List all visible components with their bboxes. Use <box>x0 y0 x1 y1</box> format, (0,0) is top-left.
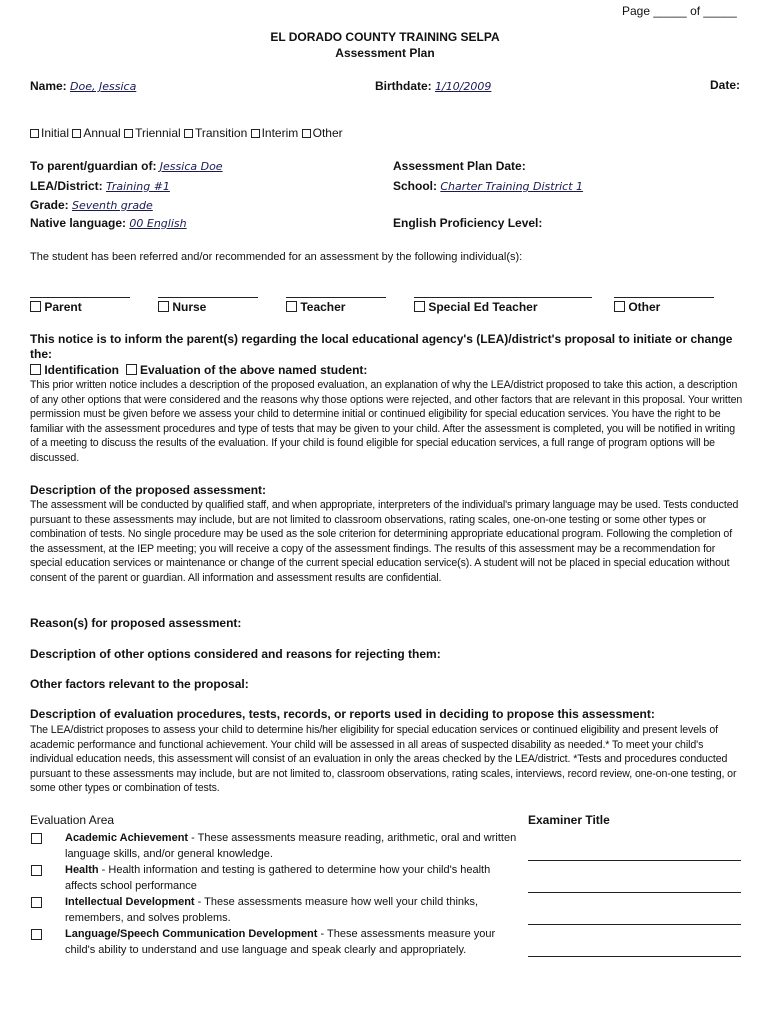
procedures-heading: Description of evaluation procedures, tests, records, or reports used in deciding to propose this assessment: <box>30 707 655 721</box>
checkbox-icon <box>158 301 169 312</box>
checkbox-icon <box>251 129 260 138</box>
examiner-line-intellectual[interactable] <box>528 924 741 925</box>
checkbox-evaluation[interactable]: Evaluation of the above named student: <box>122 363 367 377</box>
grade-label: Grade: <box>30 198 69 212</box>
checkbox-icon <box>30 129 39 138</box>
lea-field[interactable]: Training #1 <box>106 180 170 193</box>
examiner-line-language[interactable] <box>528 956 741 957</box>
language-field[interactable]: 00 English <box>129 217 187 230</box>
name-row <box>30 79 136 93</box>
referrer-line[interactable] <box>30 297 130 298</box>
org-title: EL DORADO COUNTY TRAINING SELPA <box>270 30 500 44</box>
checkbox-icon <box>124 129 133 138</box>
examiner-line-health[interactable] <box>528 892 741 893</box>
checkbox-identification[interactable]: Identification <box>30 363 119 377</box>
checkbox-triennial[interactable]: Triennial <box>124 126 181 140</box>
proficiency-label: English Proficiency Level: <box>393 216 543 230</box>
checkbox-icon <box>614 301 625 312</box>
referrer-line[interactable] <box>614 297 714 298</box>
checkbox-icon <box>302 129 311 138</box>
other-options-heading: Description of other options considered and reasons for rejecting them: <box>30 647 441 661</box>
date-label: Date: <box>710 78 741 92</box>
birthdate-field[interactable]: 1/10/2009 <box>435 80 492 93</box>
parent-field[interactable]: Jessica Doe <box>159 160 223 173</box>
referrer-teacher[interactable]: Teacher <box>286 300 345 314</box>
notice-heading: This notice is to inform the parent(s) regarding the local educational agency's (LEA)/district's proposal to initiate or change the: <box>30 332 733 361</box>
lea-label: LEA/District: <box>30 179 103 193</box>
area-checkbox-intellectual[interactable] <box>31 894 42 912</box>
checkbox-icon <box>184 129 193 138</box>
evaluation-area-header: Evaluation Area <box>30 813 115 827</box>
referrer-other[interactable]: Other <box>614 300 660 314</box>
area-checkbox-academic[interactable] <box>31 830 42 848</box>
referrer-line[interactable] <box>158 297 258 298</box>
checkbox-icon <box>31 929 42 940</box>
proposed-heading: Description of the proposed assessment: <box>30 483 267 497</box>
area-checkbox-health[interactable] <box>31 862 42 880</box>
area-health: Health - Health information and testing is gathered to determine how your child's health affects school performance <box>65 864 491 892</box>
parent-label: To parent/guardian of: <box>30 159 157 173</box>
checkbox-icon <box>414 301 425 312</box>
reasons-heading: Reason(s) for proposed assessment: <box>30 616 242 630</box>
area-language: Language/Speech Communication Development - These assessments measure your child's ability to understand and use language and speak clearly and appropriately. <box>65 928 496 956</box>
examiner-line-academic[interactable] <box>528 860 741 861</box>
referrer-special-ed-teacher[interactable]: Special Ed Teacher <box>414 300 538 314</box>
proposed-body: The assessment will be conducted by qualified staff, and when appropriate, interpreters of the individual's primary language may be used. Tests conducted pursuant to these assessments may include, but are not limited to classroom observations, rating scales, one-on-one testing or some other types or combination of tests. No single procedure may be used as the sole criterion for determining appropriate educational program. Following the completion of the assessment, at the IEP meeting; you will receive a copy of the assessment findings. The results of this assessment may be a recommendation for special education services or maintenance or change of the current special education service(s). A student will not be placed in special education without consent of the parent or guardian. All information and assessment results are confidential. <box>30 499 739 584</box>
other-factors-heading: Other factors relevant to the proposal: <box>30 677 249 691</box>
checkbox-other[interactable]: Other <box>302 126 343 140</box>
grade-field[interactable]: Seventh grade <box>72 199 153 212</box>
checkbox-icon <box>286 301 297 312</box>
examiner-title-header: Examiner Title <box>528 813 610 827</box>
name-label: Name: <box>30 79 67 93</box>
area-academic: Academic Achievement - These assessments measure reading, arithmetic, oral and written language skills, and/or general knowledge. <box>65 832 517 860</box>
notice-body: This prior written notice includes a description of the proposed evaluation, an explanation of why the LEA/district proposed to take this action, a description of any other options that were considered and the reasons why those options were rejected, and other factors that are relevant in this proposal. Your written permission must be given before we assess your child to determine initial or continued eligibility for special education services. You have the right to be familiar with the assessment procedures and type of tests that may be given to your child. After the assessment is completed, you will be notified in writing of a meeting to discuss the results of the evaluation. If your child is found eligible for special education services, a full range of program options will be discussed. <box>30 379 743 464</box>
checkbox-icon <box>30 364 41 375</box>
checkbox-icon <box>31 897 42 908</box>
form-title: Assessment Plan <box>335 46 435 60</box>
referrer-parent[interactable]: Parent <box>30 300 82 314</box>
referrer-line[interactable] <box>414 297 592 298</box>
birthdate-row <box>375 79 491 93</box>
checkbox-icon <box>31 833 42 844</box>
referral-text: The student has been referred and/or recommended for an assessment by the following individual(s): <box>30 251 523 263</box>
checkbox-icon <box>30 301 41 312</box>
school-label: School: <box>393 179 437 193</box>
procedures-body: The LEA/district proposes to assess your child to determine his/her eligibility for special education services or continued eligibility and present levels of academic performance and functional achievement. Your child will be assessed in all areas of suspected disability as needed.* To meet your child's individual education needs, this assessment will consist of an evaluation in only the areas checked by the LEA/district. *Tests and procedures conducted pursuant to these assessments may include, but are not limited to, classroom observations, rating scales, interviews, record review, one-on-one testing, or some other types or combination of tests. <box>30 724 737 795</box>
grade-row <box>30 198 153 212</box>
birthdate-label: Birthdate: <box>375 79 432 93</box>
school-row <box>393 179 583 193</box>
checkbox-transition[interactable]: Transition <box>184 126 247 140</box>
page-number-label: Page _____ of _____ <box>622 4 737 18</box>
referrer-nurse[interactable]: Nurse <box>158 300 206 314</box>
checkbox-icon <box>72 129 81 138</box>
notice-options <box>30 363 367 377</box>
referrer-line[interactable] <box>286 297 386 298</box>
area-checkbox-language[interactable] <box>31 926 42 944</box>
lea-row <box>30 179 170 193</box>
checkbox-icon <box>126 364 137 375</box>
parent-row <box>30 159 223 173</box>
checkbox-interim[interactable]: Interim <box>251 126 299 140</box>
area-intellectual: Intellectual Development - These assessments measure how well your child thinks, remembers, and solves problems. <box>65 896 479 924</box>
language-row <box>30 216 187 230</box>
language-label: Native language: <box>30 216 127 230</box>
checkbox-annual[interactable]: Annual <box>72 126 120 140</box>
checkbox-icon <box>31 865 42 876</box>
checkbox-initial[interactable]: Initial <box>30 126 69 140</box>
name-field[interactable]: Doe, Jessica <box>70 80 137 93</box>
plan-type-row <box>30 126 343 140</box>
plan-date-label: Assessment Plan Date: <box>393 159 526 173</box>
school-field[interactable]: Charter Training District 1 <box>440 180 584 193</box>
